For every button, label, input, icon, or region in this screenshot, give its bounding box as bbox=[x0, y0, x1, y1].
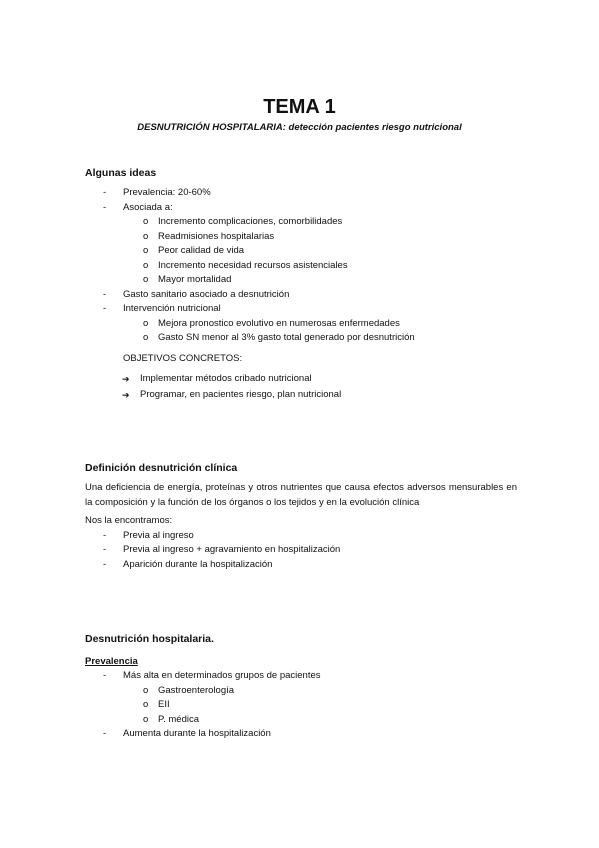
patient-groups-sublist bbox=[85, 684, 517, 728]
section-heading: Definición desnutrición clínica bbox=[85, 462, 238, 474]
sublist-item-text: Mejora pronostico evolutivo en numerosas enfermedades bbox=[158, 317, 400, 329]
sublist-item-text: Incremento complicaciones, comorbilidades bbox=[158, 216, 343, 227]
list-item bbox=[85, 201, 517, 216]
circle-bullet: o bbox=[143, 317, 149, 329]
dash-bullet: - bbox=[103, 544, 107, 555]
sublist-item bbox=[85, 259, 517, 274]
objective-text: Implementar métodos cribado nutricional bbox=[140, 373, 312, 384]
sublist-item-text: Peor calidad de vida bbox=[158, 245, 245, 256]
list-item bbox=[85, 727, 517, 742]
list-item-text: Gasto sanitario asociado a desnutrición bbox=[123, 288, 290, 300]
sublist-item bbox=[85, 698, 517, 713]
sublist-item-text: Readmisiones hospitalarias bbox=[158, 230, 275, 242]
list-item bbox=[85, 543, 517, 558]
prevalence-list bbox=[85, 669, 517, 684]
list-item bbox=[85, 186, 517, 201]
list-item-text: Asociada a: bbox=[123, 201, 173, 213]
sublist-item bbox=[85, 244, 517, 259]
arrow-right-icon: ➔ bbox=[122, 389, 130, 400]
dash-bullet: - bbox=[103, 728, 107, 739]
list-item-text: Más alta en determinados grupos de pacientes bbox=[123, 670, 321, 681]
intro-text: Nos la encontramos: bbox=[85, 515, 173, 526]
dash-bullet: - bbox=[103, 529, 107, 541]
sublist-item-text: Incremento necesidad recursos asistenciales bbox=[158, 259, 348, 271]
circle-bullet: o bbox=[143, 274, 149, 285]
ideas-list-continued bbox=[85, 288, 517, 317]
sublist-item bbox=[85, 331, 517, 346]
sublist-item-text: EII bbox=[158, 699, 170, 710]
section-definicion bbox=[85, 461, 517, 572]
list-item-text: Previa al ingreso + agravamiento en hospitalización bbox=[123, 544, 341, 555]
objectives-list bbox=[85, 372, 517, 402]
section-algunas-ideas bbox=[85, 166, 517, 403]
section-heading: Algunas ideas bbox=[85, 167, 157, 179]
circle-bullet: o bbox=[143, 216, 149, 227]
list-item-text: Prevalencia: 20-60% bbox=[123, 187, 211, 198]
dash-bullet: - bbox=[103, 288, 107, 300]
sublist-item-text: P. médica bbox=[158, 713, 200, 725]
associated-sublist bbox=[85, 215, 517, 288]
sublist-item-text: Gastroenterología bbox=[158, 684, 235, 696]
sublist-item bbox=[85, 215, 517, 230]
dash-bullet: - bbox=[103, 187, 107, 198]
list-item-text: Aumenta durante la hospitalización bbox=[123, 728, 271, 739]
page-title: TEMA 1 bbox=[263, 96, 336, 118]
circle-bullet: o bbox=[143, 713, 149, 725]
circle-bullet: o bbox=[143, 332, 149, 343]
list-item-text: Aparición durante la hospitalización bbox=[123, 558, 273, 570]
ideas-list bbox=[85, 186, 517, 215]
list-item bbox=[85, 558, 517, 573]
dash-bullet: - bbox=[103, 670, 107, 681]
definition-paragraph: Una deficiencia de energía, proteínas y otros nutrientes que causa efectos adversos mensurables en la composición y la función de los órganos o los tejidos y en la evolución clínica bbox=[85, 482, 517, 508]
sublist-item bbox=[85, 230, 517, 245]
occurrence-list bbox=[85, 529, 517, 573]
intervention-sublist bbox=[85, 317, 517, 346]
objective-text: Programar, en pacientes riesgo, plan nutricional bbox=[140, 388, 342, 400]
circle-bullet: o bbox=[143, 245, 149, 256]
circle-bullet: o bbox=[143, 259, 149, 271]
list-item bbox=[85, 302, 517, 317]
sublist-item bbox=[85, 684, 517, 699]
circle-bullet: o bbox=[143, 699, 149, 710]
list-item bbox=[85, 529, 517, 544]
page-subtitle: DESNUTRICIÓN HOSPITALARIA: detección pacientes riesgo nutricional bbox=[137, 122, 462, 133]
section-heading: Desnutrición hospitalaria. bbox=[85, 633, 214, 645]
section-desnutricion-hospitalaria bbox=[85, 632, 517, 742]
sublist-item bbox=[85, 273, 517, 288]
prevalence-list-continued bbox=[85, 727, 517, 742]
objectives-label: OBJETIVOS CONCRETOS: bbox=[123, 352, 243, 364]
dash-bullet: - bbox=[103, 558, 107, 570]
list-item-text: Previa al ingreso bbox=[123, 529, 194, 541]
sublist-item bbox=[85, 317, 517, 332]
dash-bullet: - bbox=[103, 303, 107, 314]
subsection-heading: Prevalencia bbox=[85, 656, 138, 667]
objective-item bbox=[85, 372, 517, 387]
circle-bullet: o bbox=[143, 684, 149, 696]
list-item bbox=[85, 288, 517, 303]
sublist-item-text: Mayor mortalidad bbox=[158, 274, 232, 285]
list-item bbox=[85, 669, 517, 684]
circle-bullet: o bbox=[143, 230, 149, 242]
list-item-text: Intervención nutricional bbox=[123, 303, 221, 314]
sublist-item-text: Gasto SN menor al 3% gasto total generado por desnutrición bbox=[158, 332, 415, 343]
sublist-item bbox=[85, 713, 517, 728]
objective-item bbox=[85, 388, 517, 403]
arrow-right-icon: ➔ bbox=[122, 374, 130, 384]
dash-bullet: - bbox=[103, 201, 107, 213]
